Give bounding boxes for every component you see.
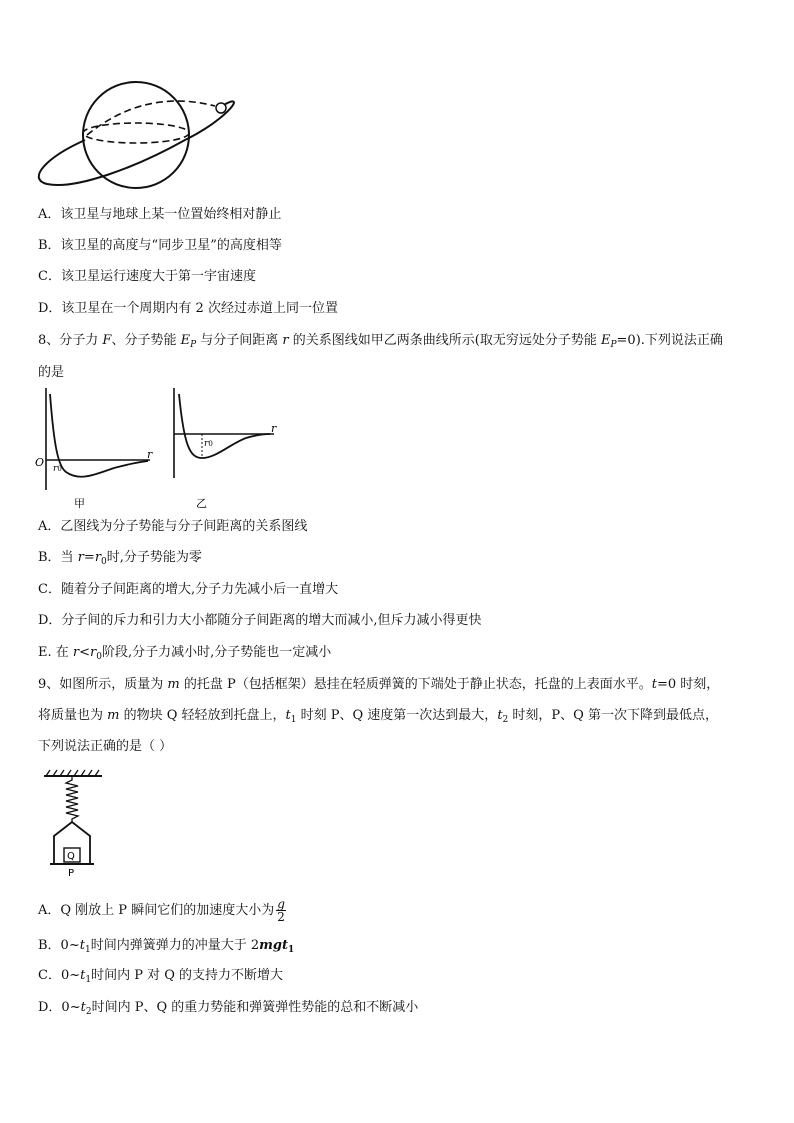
q7-option-a: A．该卫星与地球上某一位置始终相对静止: [38, 207, 282, 222]
orbit-inside-dashed: [87, 101, 215, 135]
yi-r-label: r: [271, 422, 277, 435]
yi-curve: [179, 394, 270, 458]
q8-e-text: E. 在: [38, 645, 73, 660]
yi-caption: 乙: [196, 497, 207, 510]
q9-var-m: m: [107, 708, 120, 723]
q8-e-var-r0: r: [90, 645, 97, 660]
jia-origin-label: O: [35, 456, 45, 469]
q9-sub-2: 2: [502, 715, 509, 725]
satellite-orbit: [39, 101, 234, 185]
q8-b-eq: =: [83, 550, 95, 565]
q8-b-text: B．当: [38, 550, 78, 565]
q9-stem-line1: [38, 676, 719, 694]
q8-option-c: C．随着分子间距离的增大,分子力先减小后一直增大: [38, 582, 339, 597]
jia-caption: 甲: [74, 497, 85, 510]
q9-sub-1: 1: [290, 715, 297, 725]
jia-r0-label: r0: [53, 464, 62, 474]
q8-b-sub: 0: [101, 557, 107, 567]
satellite-dot: [216, 103, 226, 113]
q8-b-var-r0: r: [94, 550, 102, 565]
q9-b-var-t: t: [79, 938, 85, 953]
q8-var-E: E: [600, 333, 611, 348]
q9-text: =0 时刻，: [656, 677, 720, 692]
yi-r0-label: r0: [204, 439, 213, 449]
q8-option-b: [38, 549, 202, 571]
q8-option-e: [38, 644, 331, 666]
q9-a-denominator: 2: [277, 910, 285, 924]
q8-stem-line2: 的是: [38, 365, 65, 380]
q8-e-lt: <: [79, 645, 91, 660]
q9-a-numerator: g: [277, 897, 285, 911]
q7-option-d: D．该卫星在一个周期内有 2 次经过赤道上同一位置: [38, 301, 338, 316]
q9-text: 将质量也为: [38, 708, 108, 723]
q9-option-b: [38, 937, 294, 959]
q9-b-mgt: mgt: [259, 938, 288, 953]
q9-text: 9、如图所示，质量为: [38, 677, 168, 692]
q8-sub-P: P: [610, 340, 617, 350]
q9-c-sub: 1: [85, 975, 92, 985]
q8-var-E: E: [180, 333, 191, 348]
q7-option-c: C．该卫星运行速度大于第一宇宙速度: [38, 269, 256, 284]
q8-text: 的关系图线如甲乙两条曲线所示(取无穷远处分子势能: [288, 333, 601, 348]
q9-b-text: 时间内弹簧弹力的冲量大于 2: [90, 938, 260, 953]
q9-a-text: A．Q 刚放上 P 瞬间它们的加速度大小为: [38, 903, 275, 918]
q8-b-var-r: r: [77, 550, 84, 565]
q9-var-t1: t: [285, 708, 291, 723]
q9-option-c: [38, 967, 283, 989]
q8-var-F: F: [102, 333, 112, 348]
q8-var-r: r: [282, 333, 289, 348]
q9-var-m: m: [167, 677, 180, 692]
q8-e-sub: 0: [96, 652, 102, 662]
q8-b-text: 时,分子势能为零: [106, 550, 202, 565]
spring: [66, 776, 78, 822]
q8-text: =0).下列说法正确: [616, 333, 723, 348]
q9-a-fraction: [276, 898, 286, 923]
jia-curve: [50, 394, 148, 477]
q9-text: 时刻，P、Q 第一次下降到最低点，: [508, 708, 718, 723]
q8-text: 8、分子力: [38, 333, 103, 348]
q8-sub-P: P: [190, 340, 197, 350]
q9-option-d: [38, 999, 418, 1021]
q9-c-var-t: t: [80, 968, 86, 983]
q9-d-sub: 2: [85, 1007, 92, 1017]
q9-d-text: 时间内 P、Q 的重力势能和弹簧弹性势能的总和不断减小: [91, 1000, 419, 1015]
q8-e-var-r: r: [72, 645, 80, 660]
q9-var-t: t: [651, 677, 657, 692]
q8-stem-line1: [38, 332, 723, 354]
q9-b-sub: 1: [84, 945, 91, 955]
q8-text: 、分子势能: [111, 333, 181, 348]
spring-tray-figure: [40, 766, 110, 878]
q9-c-text: C．0~: [38, 968, 81, 983]
q9-stem-line3: 下列说法正确的是（ ）: [38, 739, 173, 754]
q8-option-d: D．分子间的斥力和引力大小都随分子间距离的增大而减小,但斥力减小得更快: [38, 613, 482, 628]
q9-d-var-t: t: [80, 1000, 86, 1015]
q9-b-text: B．0~: [38, 938, 80, 953]
molecular-graphs-figure: [34, 386, 284, 514]
q8-e-text: 阶段,分子力减小时,分子势能也一定减小: [101, 645, 332, 660]
q9-text: 时刻 P、Q 速度第一次达到最大，: [296, 708, 498, 723]
q9-option-a: [38, 898, 286, 923]
q8-text: 与分子间距离: [196, 333, 283, 348]
q9-text: 的物块 Q 轻轻放到托盘上，: [119, 708, 286, 723]
q9-stem-line2: [38, 707, 718, 729]
q9-var-t2: t: [497, 708, 503, 723]
block-q-label: Q: [67, 851, 75, 862]
q9-c-text: 时间内 P 对 Q 的支持力不断增大: [91, 968, 284, 983]
q9-d-text: D．0~: [38, 1000, 81, 1015]
jia-r-label: r: [147, 448, 153, 461]
satellite-orbit-figure: [35, 78, 235, 196]
q9-b-mgt-sub: 1: [287, 945, 295, 955]
earth-circle: [83, 82, 189, 188]
q8-option-a: A．乙图线为分子势能与分子间距离的关系图线: [38, 519, 308, 534]
q9-text: 的托盘 P（包括框架）悬挂在轻质弹簧的下端处于静止状态，托盘的上表面水平。: [179, 677, 652, 692]
q7-option-b: B．该卫星的高度与“同步卫星”的高度相等: [38, 238, 282, 253]
tray-p-label: P: [68, 868, 75, 878]
